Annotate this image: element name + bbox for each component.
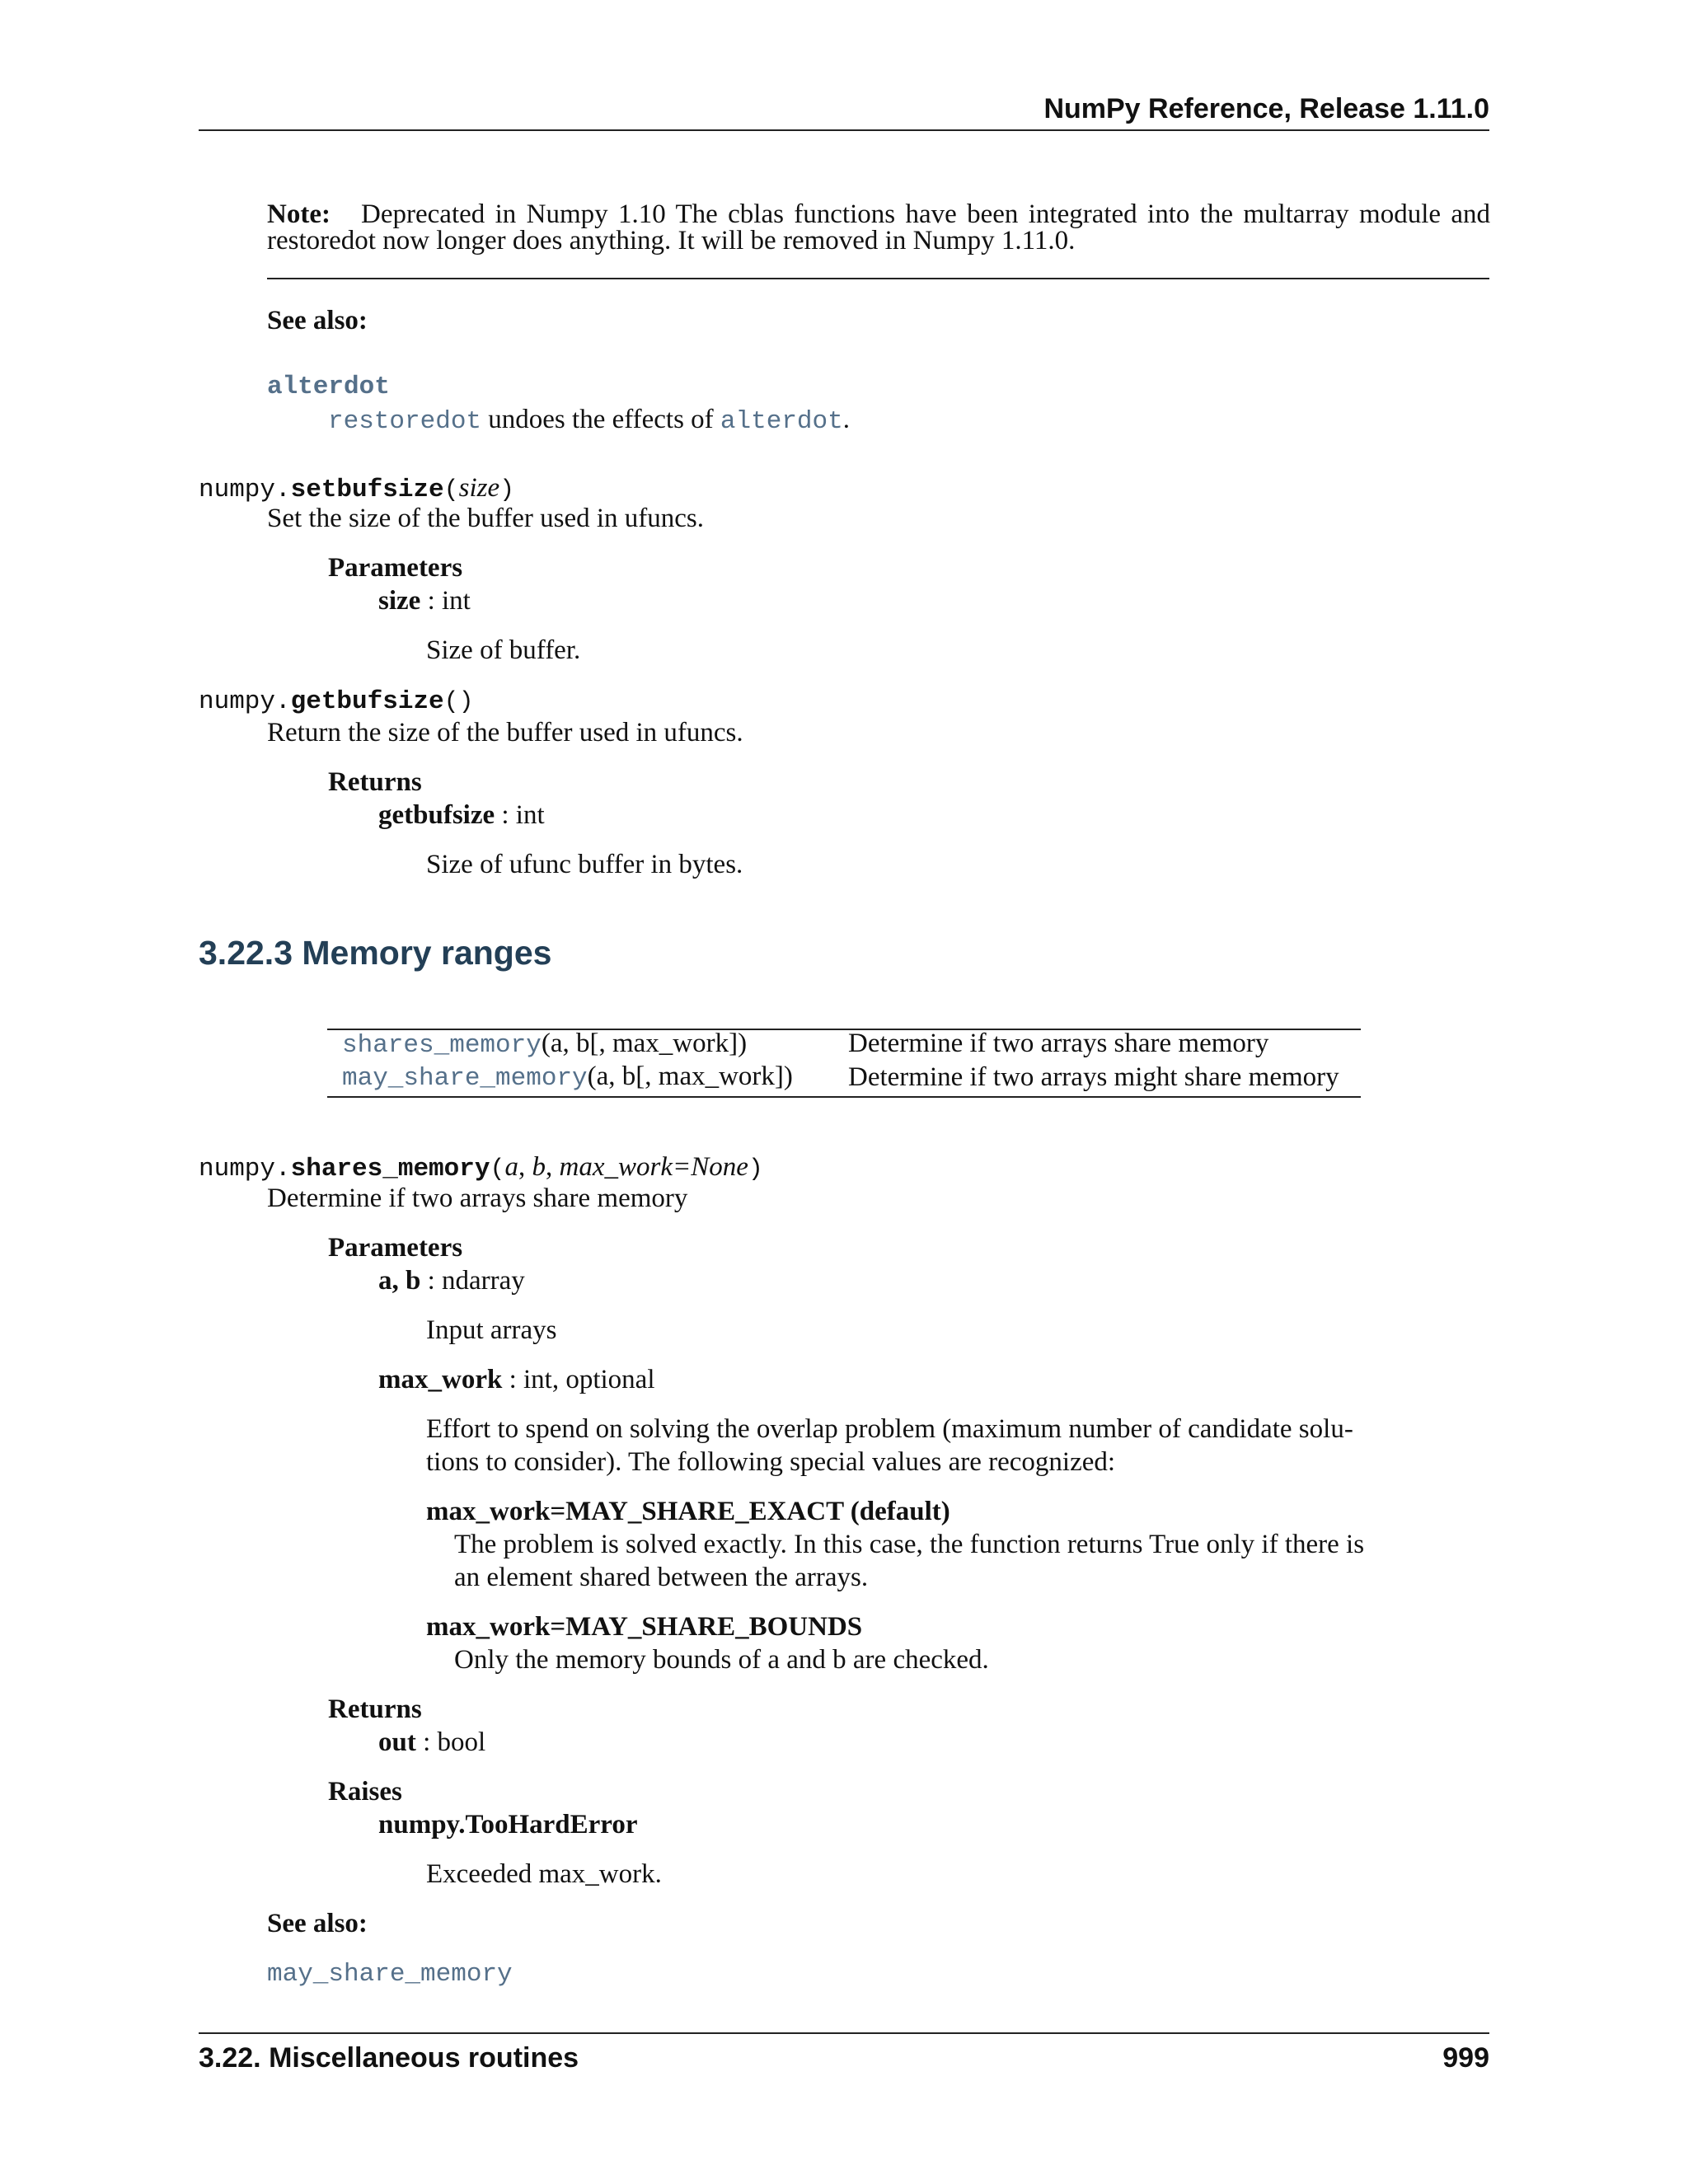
- return-name: getbufsize: [378, 800, 495, 830]
- may-share-memory-link[interactable]: may_share_memory: [342, 1064, 588, 1093]
- note-block: [267, 201, 1490, 254]
- section-heading: 3.22.3 Memory ranges: [199, 934, 552, 972]
- sig-prefix: numpy.: [199, 476, 291, 504]
- getbufsize-returns-heading: Returns: [328, 767, 422, 797]
- sig-close-paren: ): [499, 476, 515, 504]
- sig-sep: ,: [545, 1152, 560, 1182]
- shares-memory-params-heading: Parameters: [328, 1233, 463, 1263]
- sig-close-paren: ): [748, 1155, 763, 1183]
- param-type: : int, optional: [502, 1365, 655, 1394]
- see-also-description: [328, 404, 850, 437]
- bounds-desc: Only the memory bounds of a and b are checked.: [454, 1645, 989, 1675]
- table-row: [342, 1061, 1339, 1094]
- exact-desc-line1: The problem is solved exactly. In this case, the function returns True only if there is: [454, 1530, 1365, 1559]
- setbufsize-params-heading: Parameters: [328, 553, 463, 583]
- see-also-desc-end: .: [842, 405, 850, 434]
- sig-prefix: numpy.: [199, 1155, 291, 1183]
- shares-memory-returns-heading: Returns: [328, 1694, 422, 1724]
- sig-sep: ,: [518, 1152, 532, 1182]
- may-share-memory-see-also-link[interactable]: may_share_memory: [267, 1960, 513, 1989]
- return-type: : int: [495, 800, 545, 830]
- table-cell-func: [342, 1027, 848, 1061]
- return-name: out: [378, 1727, 416, 1757]
- running-header: NumPy Reference, Release 1.11.0: [1043, 93, 1489, 124]
- shares-memory-link[interactable]: shares_memory: [342, 1030, 542, 1060]
- getbufsize-signature: [199, 687, 474, 717]
- table-row: [342, 1027, 1339, 1061]
- shares-memory-summary: Determine if two arrays share memory: [267, 1183, 688, 1213]
- note-rule: [267, 278, 1489, 279]
- setbufsize-summary: Set the size of the buffer used in ufuncs.: [267, 504, 704, 533]
- restoredot-link[interactable]: restoredot: [328, 407, 482, 436]
- shares-memory-raises-heading: Raises: [328, 1777, 402, 1807]
- getbufsize-return-desc: Size of ufunc buffer in bytes.: [426, 850, 743, 879]
- footer-section: 3.22. Miscellaneous routines: [199, 2042, 579, 2074]
- setbufsize-signature: [199, 472, 514, 505]
- footer-rule: [199, 2032, 1489, 2034]
- sig-name: setbufsize: [290, 476, 444, 504]
- param-max-work-desc-line1: Effort to spend on solving the overlap problem (maximum number of candidate solu-: [426, 1414, 1353, 1444]
- memory-ranges-table: [342, 1027, 1339, 1094]
- param-max-work: [378, 1364, 655, 1397]
- header-rule: [199, 129, 1489, 131]
- alterdot-link[interactable]: alterdot: [267, 373, 390, 401]
- note-label: Note:: [267, 199, 331, 229]
- return-type: : bool: [415, 1727, 486, 1757]
- table-cell-func: [342, 1061, 848, 1094]
- table-bottom-rule: [327, 1096, 1361, 1098]
- shares-memory-signature: [199, 1151, 763, 1184]
- setbufsize-param: [378, 585, 471, 618]
- sig-open-paren: (: [443, 476, 459, 504]
- sig-parens: (): [443, 688, 474, 716]
- raise-desc: Exceeded max_work.: [426, 1859, 662, 1889]
- sig-name: shares_memory: [290, 1155, 490, 1183]
- sig-arg-max-work: max_work=None: [559, 1152, 748, 1182]
- sig-open-paren: (: [490, 1155, 505, 1183]
- getbufsize-summary: Return the size of the buffer used in ufuncs.: [267, 718, 743, 748]
- shares-memory-return: [378, 1727, 485, 1760]
- sig-prefix: numpy.: [199, 687, 291, 716]
- table-cell-desc: Determine if two arrays might share memory: [848, 1062, 1339, 1092]
- setbufsize-param-desc: Size of buffer.: [426, 635, 581, 665]
- getbufsize-return: [378, 799, 545, 832]
- param-type: : int: [420, 586, 471, 616]
- raise-name: numpy.TooHardError: [378, 1810, 638, 1840]
- param-a-b-desc: Input arrays: [426, 1315, 557, 1345]
- sig-arg: size: [458, 473, 500, 503]
- sig-arg-a: a: [504, 1152, 518, 1182]
- alterdot-inline-link[interactable]: alterdot: [720, 407, 843, 436]
- param-type: : ndarray: [420, 1266, 525, 1296]
- note-text: Deprecated in Numpy 1.10 The cblas functions have been integrated into the multarray module and restoredot now longer does anything. It will be removed in Numpy 1.11.0.: [267, 199, 1491, 255]
- param-name: size: [378, 586, 421, 616]
- bounds-term: max_work=MAY_SHARE_BOUNDS: [426, 1612, 863, 1642]
- table-func-args: (a, b[, max_work]): [541, 1028, 748, 1058]
- table-cell-desc: Determine if two arrays share memory: [848, 1029, 1269, 1059]
- sig-name: getbufsize: [290, 687, 444, 716]
- param-max-work-desc-line2: tions to consider). The following special values are recognized:: [426, 1447, 1116, 1477]
- table-func-args: (a, b[, max_work]): [587, 1062, 793, 1091]
- page-number: 999: [1442, 2042, 1489, 2074]
- see-also-heading: See also:: [267, 306, 368, 335]
- param-a-b: [378, 1265, 525, 1298]
- param-name: a, b: [378, 1266, 421, 1296]
- exact-desc-line2: an element shared between the arrays.: [454, 1563, 869, 1592]
- exact-term: max_work=MAY_SHARE_EXACT (default): [426, 1497, 950, 1526]
- param-name: max_work: [378, 1365, 503, 1394]
- see-also-desc-text: undoes the effects of: [481, 405, 720, 434]
- sig-arg-b: b: [532, 1152, 546, 1182]
- shares-memory-see-also-heading: See also:: [267, 1909, 368, 1938]
